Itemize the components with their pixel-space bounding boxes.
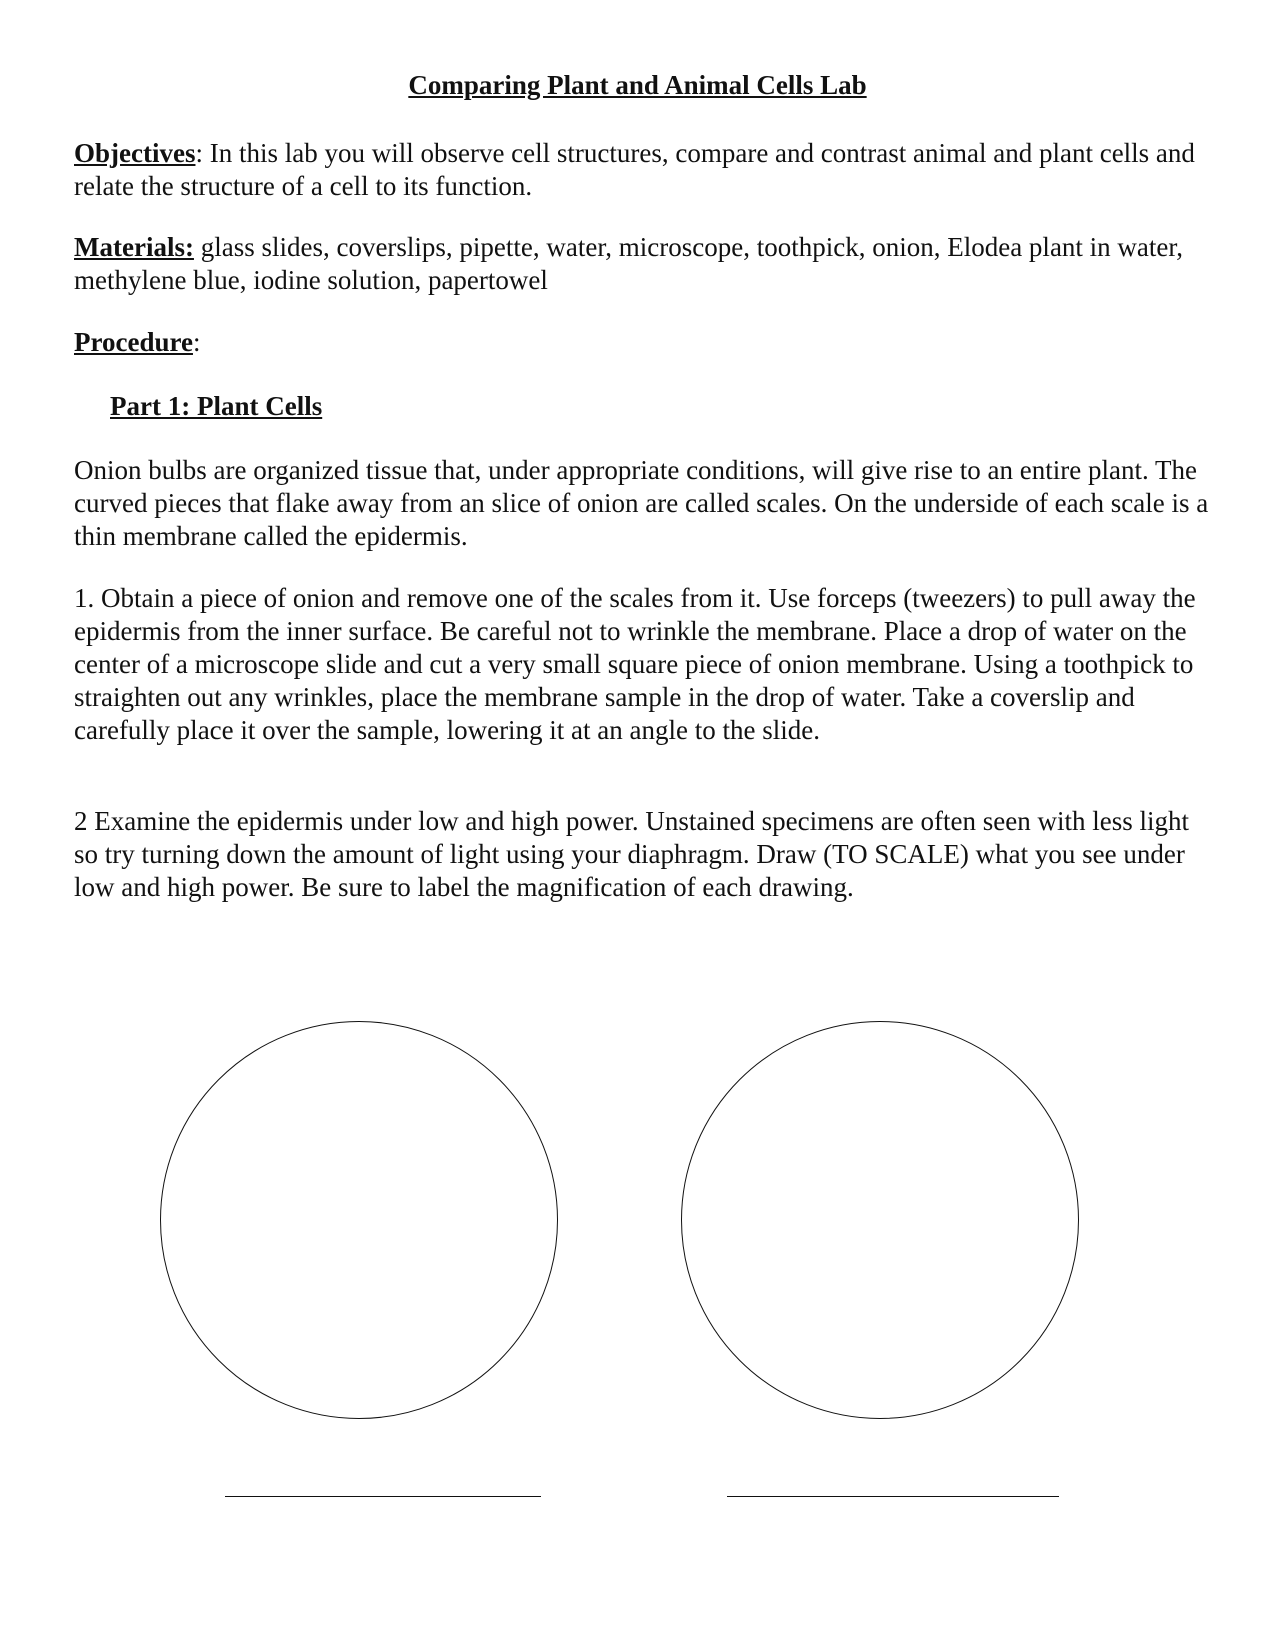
step-2-paragraph: 2 Examine the epidermis under low and high power. Unstained specimens are often seen with less light so try turning down the amount of light using your diaphragm. Draw (TO SCALE) what you see under low and high power. Be sure to label the magnification of each drawing. — [74, 806, 1189, 902]
procedure-heading — [74, 326, 1209, 359]
part1-intro: Onion bulbs are organized tissue that, under appropriate conditions, will give rise to an entire plant. The curved pieces that flake away from an slice of onion are called scales. On the underside of each scale is a thin membrane called the epidermis. — [74, 455, 1209, 551]
high-power-drawing-circle[interactable] — [681, 1021, 1079, 1419]
materials-label: Materials: — [74, 232, 194, 262]
low-power-drawing-circle[interactable] — [160, 1021, 558, 1419]
objectives-label: Objectives — [74, 138, 196, 168]
objectives-text: : In this lab you will observe cell structures, compare and contrast animal and plant cells and relate the structure of a cell to its function. — [74, 138, 1195, 201]
page-title: Comparing Plant and Animal Cells Lab — [408, 70, 867, 100]
procedure-label: Procedure — [74, 327, 193, 357]
objectives-paragraph — [74, 137, 1209, 203]
step-1-paragraph: 1. Obtain a piece of onion and remove one of the scales from it. Use forceps (tweezers) to pull away the epidermis from the inner surface. Be careful not to wrinkle the membrane. Place a drop of water on the center of a microscope slide and cut a very small square piece of onion membrane. Using a toothpick to straighten out any wrinkles, place the membrane sample in the drop of water. Take a coverslip and carefully place it over the sample, lowering it at an angle to the slide. — [74, 583, 1196, 745]
procedure-suffix: : — [192, 327, 201, 357]
part1-heading: Part 1: Plant Cells — [110, 391, 323, 421]
high-power-magnification-blank[interactable] — [727, 1496, 1059, 1497]
materials-text: glass slides, coverslips, pipette, water, microscope, toothpick, onion, Elodea plant in water, methylene blue, iodine solution, papertowel — [74, 232, 1184, 295]
low-power-magnification-blank[interactable] — [225, 1496, 541, 1497]
materials-paragraph — [74, 231, 1209, 297]
